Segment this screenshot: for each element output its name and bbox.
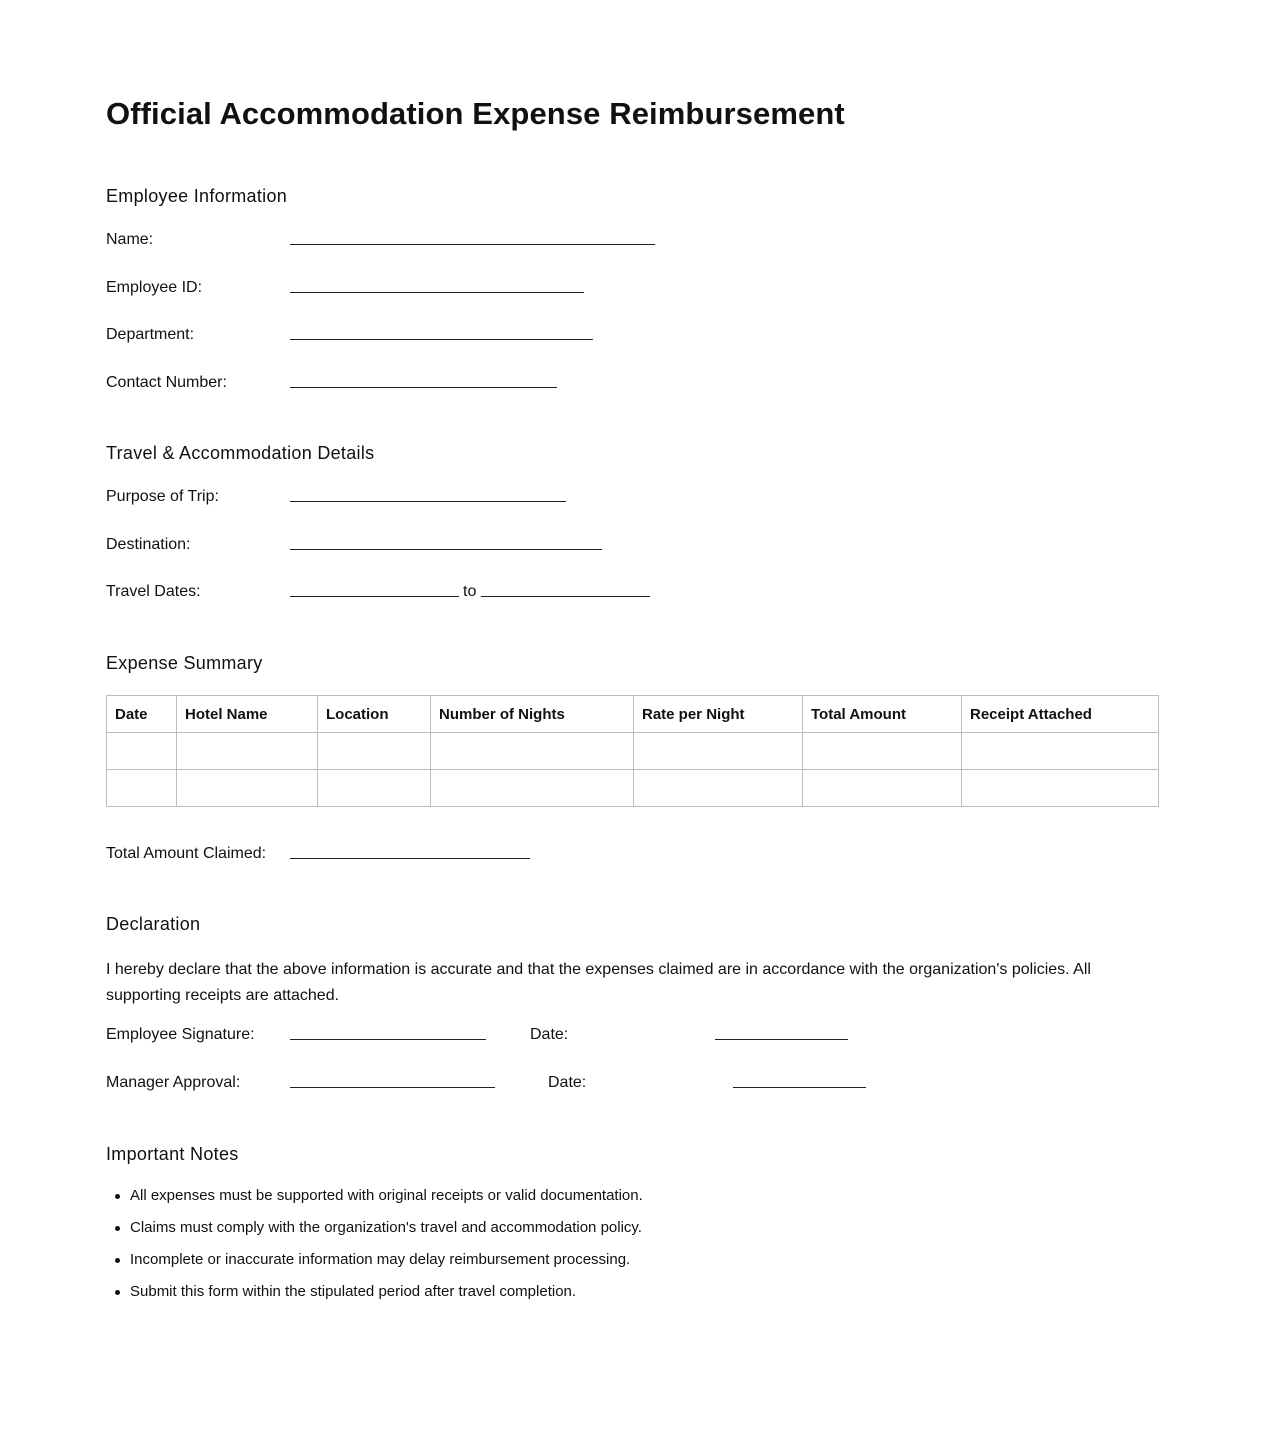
destination-row — [106, 535, 1158, 559]
total-claimed-label: Total Amount Claimed: — [106, 845, 267, 862]
to-text: to — [463, 583, 477, 600]
table-cell[interactable] — [177, 770, 318, 807]
table-cell[interactable] — [431, 733, 634, 770]
list-item: Submit this form within the stipulated period after travel completion. — [130, 1280, 643, 1312]
table-row — [107, 733, 1159, 770]
travel-end-date-field[interactable] — [481, 596, 650, 597]
list-item: Claims must comply with the organization's travel and accommodation policy. — [130, 1216, 643, 1248]
expense-table — [106, 695, 1159, 807]
purpose-row — [106, 487, 1158, 511]
page-title: Official Accommodation Expense Reimbursement — [106, 96, 845, 131]
travel-dates-label: Travel Dates: — [106, 583, 201, 600]
important-notes-heading: Important Notes — [106, 1144, 239, 1164]
travel-start-date-field[interactable] — [290, 596, 459, 597]
declaration-text: I hereby declare that the above information is accurate and that the expenses claimed are in accordance with the organization's policies. All supporting receipts are attached. — [106, 961, 1091, 1004]
name-field[interactable] — [290, 244, 655, 245]
destination-label: Destination: — [106, 536, 191, 553]
employee-info-heading: Employee Information — [106, 186, 288, 206]
purpose-label: Purpose of Trip: — [106, 488, 219, 505]
table-cell[interactable] — [634, 733, 803, 770]
table-cell[interactable] — [107, 770, 177, 807]
manager-approval-field[interactable] — [290, 1087, 495, 1088]
department-row — [106, 325, 1158, 349]
col-date-header: Date — [107, 696, 177, 733]
table-cell[interactable] — [803, 733, 962, 770]
department-field[interactable] — [290, 339, 593, 340]
manager-approval-row — [106, 1073, 1158, 1097]
col-receipt-header: Receipt Attached — [962, 696, 1159, 733]
name-label: Name: — [106, 231, 154, 248]
employee-signature-field[interactable] — [290, 1039, 486, 1040]
employee-signature-row — [106, 1025, 1158, 1049]
travel-details-heading: Travel & Accommodation Details — [106, 443, 375, 463]
department-label: Department: — [106, 326, 195, 343]
col-rate-header: Rate per Night — [634, 696, 803, 733]
employee-id-label: Employee ID: — [106, 279, 203, 296]
table-cell[interactable] — [318, 733, 431, 770]
employee-date-field[interactable] — [715, 1039, 848, 1040]
destination-field[interactable] — [290, 549, 602, 550]
table-row — [107, 770, 1159, 807]
contact-number-field[interactable] — [290, 387, 557, 388]
employee-id-row — [106, 278, 1158, 302]
col-nights-header: Number of Nights — [431, 696, 634, 733]
contact-number-row — [106, 373, 1158, 397]
employee-id-field[interactable] — [290, 292, 584, 293]
list-item: Incomplete or inaccurate information may delay reimbursement processing. — [130, 1248, 643, 1280]
table-cell[interactable] — [962, 733, 1159, 770]
col-hotel-name-header: Hotel Name — [177, 696, 318, 733]
contact-number-label: Contact Number: — [106, 374, 227, 391]
table-cell[interactable] — [177, 733, 318, 770]
employee-date-label: Date: — [530, 1026, 569, 1043]
employee-signature-label: Employee Signature: — [106, 1026, 255, 1043]
travel-dates-row — [106, 582, 1158, 606]
total-claimed-row — [106, 844, 1158, 868]
table-header-row — [107, 696, 1159, 733]
manager-date-label: Date: — [548, 1074, 587, 1091]
manager-date-field[interactable] — [733, 1087, 866, 1088]
list-item: All expenses must be supported with original receipts or valid documentation. — [130, 1184, 643, 1216]
table-cell[interactable] — [431, 770, 634, 807]
name-row — [106, 230, 1158, 254]
purpose-field[interactable] — [290, 501, 566, 502]
table-cell[interactable] — [634, 770, 803, 807]
table-cell[interactable] — [318, 770, 431, 807]
total-claimed-field[interactable] — [290, 858, 530, 859]
table-cell[interactable] — [107, 733, 177, 770]
col-location-header: Location — [318, 696, 431, 733]
table-cell[interactable] — [803, 770, 962, 807]
col-total-header: Total Amount — [803, 696, 962, 733]
table-cell[interactable] — [962, 770, 1159, 807]
manager-approval-label: Manager Approval: — [106, 1074, 241, 1091]
expense-summary-heading: Expense Summary — [106, 653, 263, 673]
declaration-heading: Declaration — [106, 914, 201, 934]
notes-list — [106, 1184, 643, 1312]
